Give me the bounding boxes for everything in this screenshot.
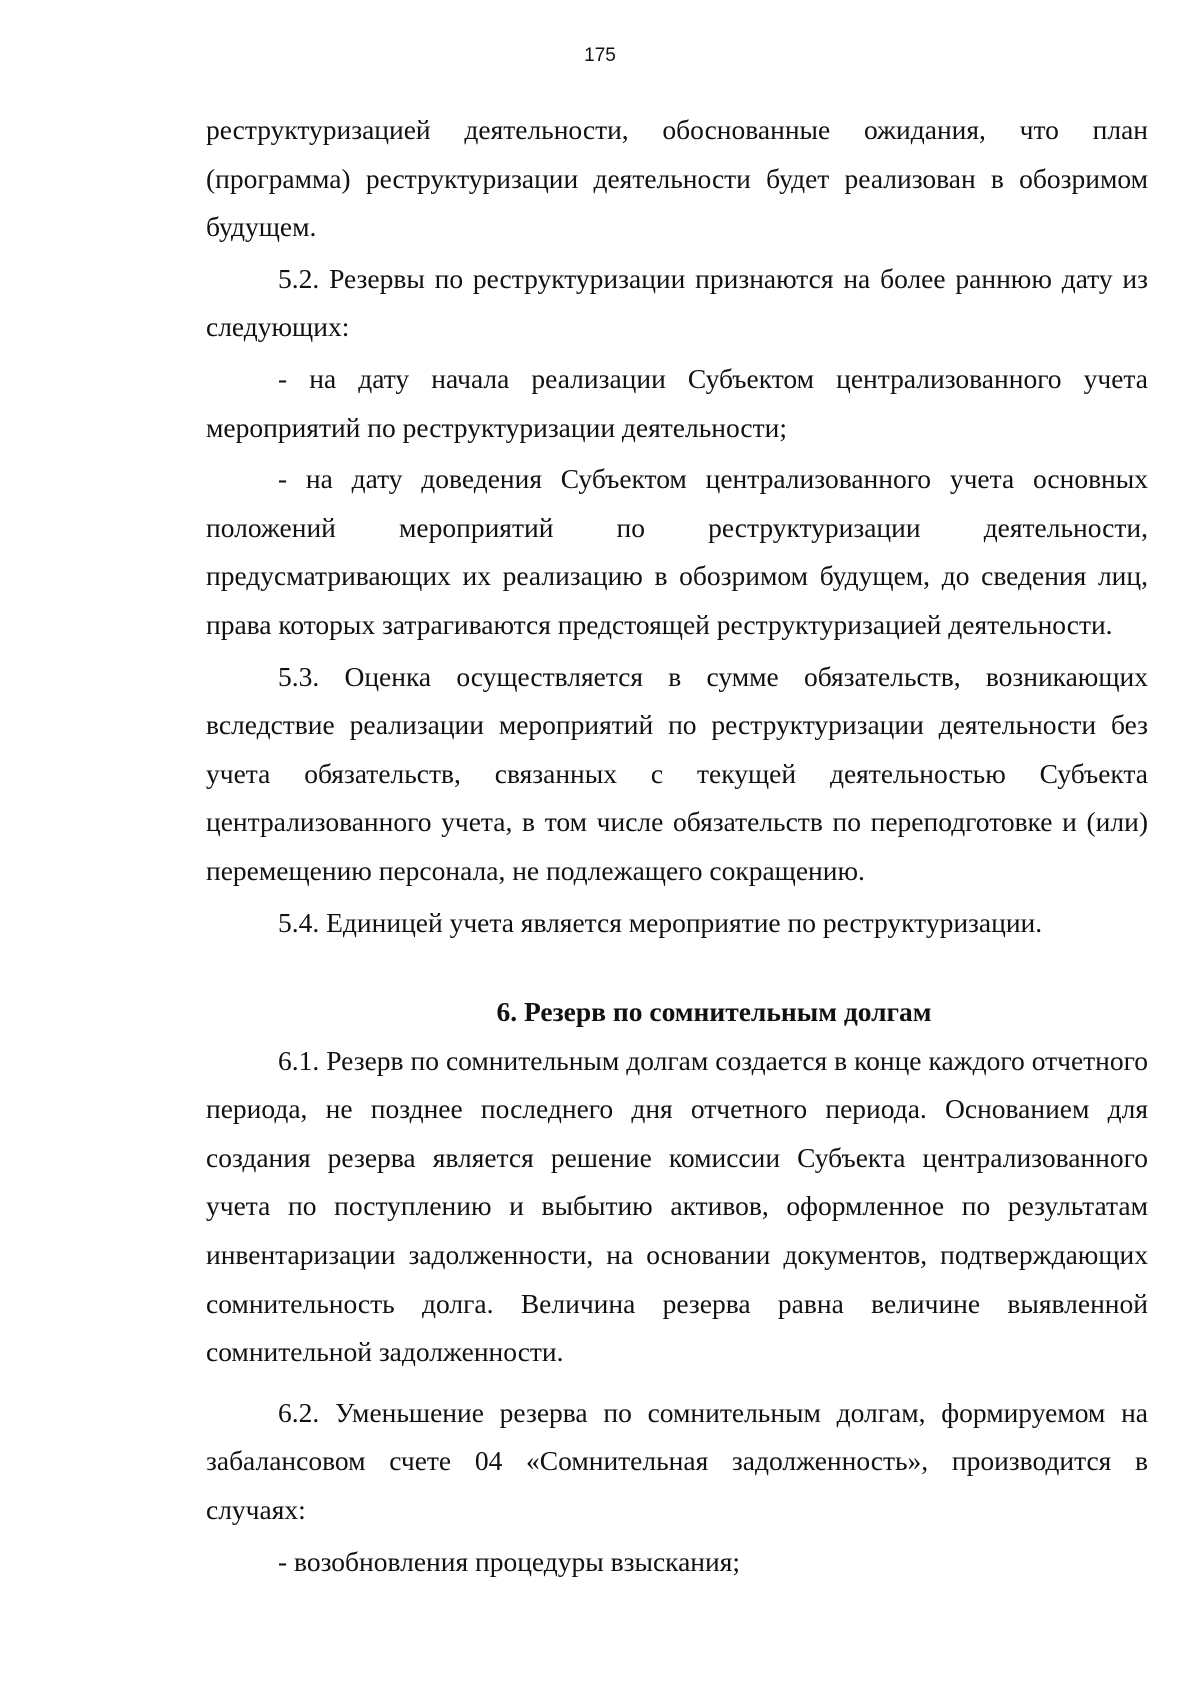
paragraph-5-3: 5.3. Оценка осуществляется в сумме обязательств, возникающих вследствие реализации мероприятий по реструктуризации деятельности без учета обязательств, связанных с текущей деятельностью Субъекта централизованного учета, в том числе обязательств по переподготовке и (или) перемещению персонала, не подлежащего сокращению. <box>206 660 1148 886</box>
section-heading: 6. Резерв по сомнительным долгам <box>496 996 932 1028</box>
list-item-resume-collection: - возобновления процедуры взыскания; <box>278 1545 741 1577</box>
paragraph-6-2: 6.2. Уменьшение резерва по сомнительным долгам, формируемом на забалансовом счете 04 «Сомнительная задолженность», производится в случаях: <box>206 1396 1148 1526</box>
paragraph-5-2: 5.2. Резервы по реструктуризации признаются на более раннюю дату из следующих: <box>206 262 1148 343</box>
list-item-start-date: - на дату начала реализации Субъектом централизованного учета мероприятий по реструктуризации деятельности; <box>206 362 1148 443</box>
document-body <box>206 106 1148 1586</box>
list-item-notification-date: - на дату доведения Субъектом централизованного учета основных положений мероприятий по реструктуризации деятельности, предусматривающих их реализацию в обозримом будущем, до сведения лиц, права которых затрагиваются предстоящей реструктуризацией деятельности. <box>206 463 1148 640</box>
paragraph-5-4: 5.4. Единицей учета является мероприятие по реструктуризации. <box>278 906 1043 938</box>
page-number: 175 <box>584 45 616 66</box>
paragraph-6-1: 6.1. Резерв по сомнительным долгам создается в конце каждого отчетного периода, не позднее последнего дня отчетного периода. Основанием для создания резерва является решение комиссии Субъекта централизованного учета по поступлению и выбытию активов, оформленное по результатам инвентаризации задолженности, на основании документов, подтверждающих сомнительность долга. Величина резерва равна величине выявленной сомнительной задолженности. <box>206 1044 1148 1368</box>
paragraph-continuation: реструктуризацией деятельности, обоснованные ожидания, что план (программа) реструктуризации деятельности будет реализован в обозримом будущем. <box>206 114 1148 243</box>
